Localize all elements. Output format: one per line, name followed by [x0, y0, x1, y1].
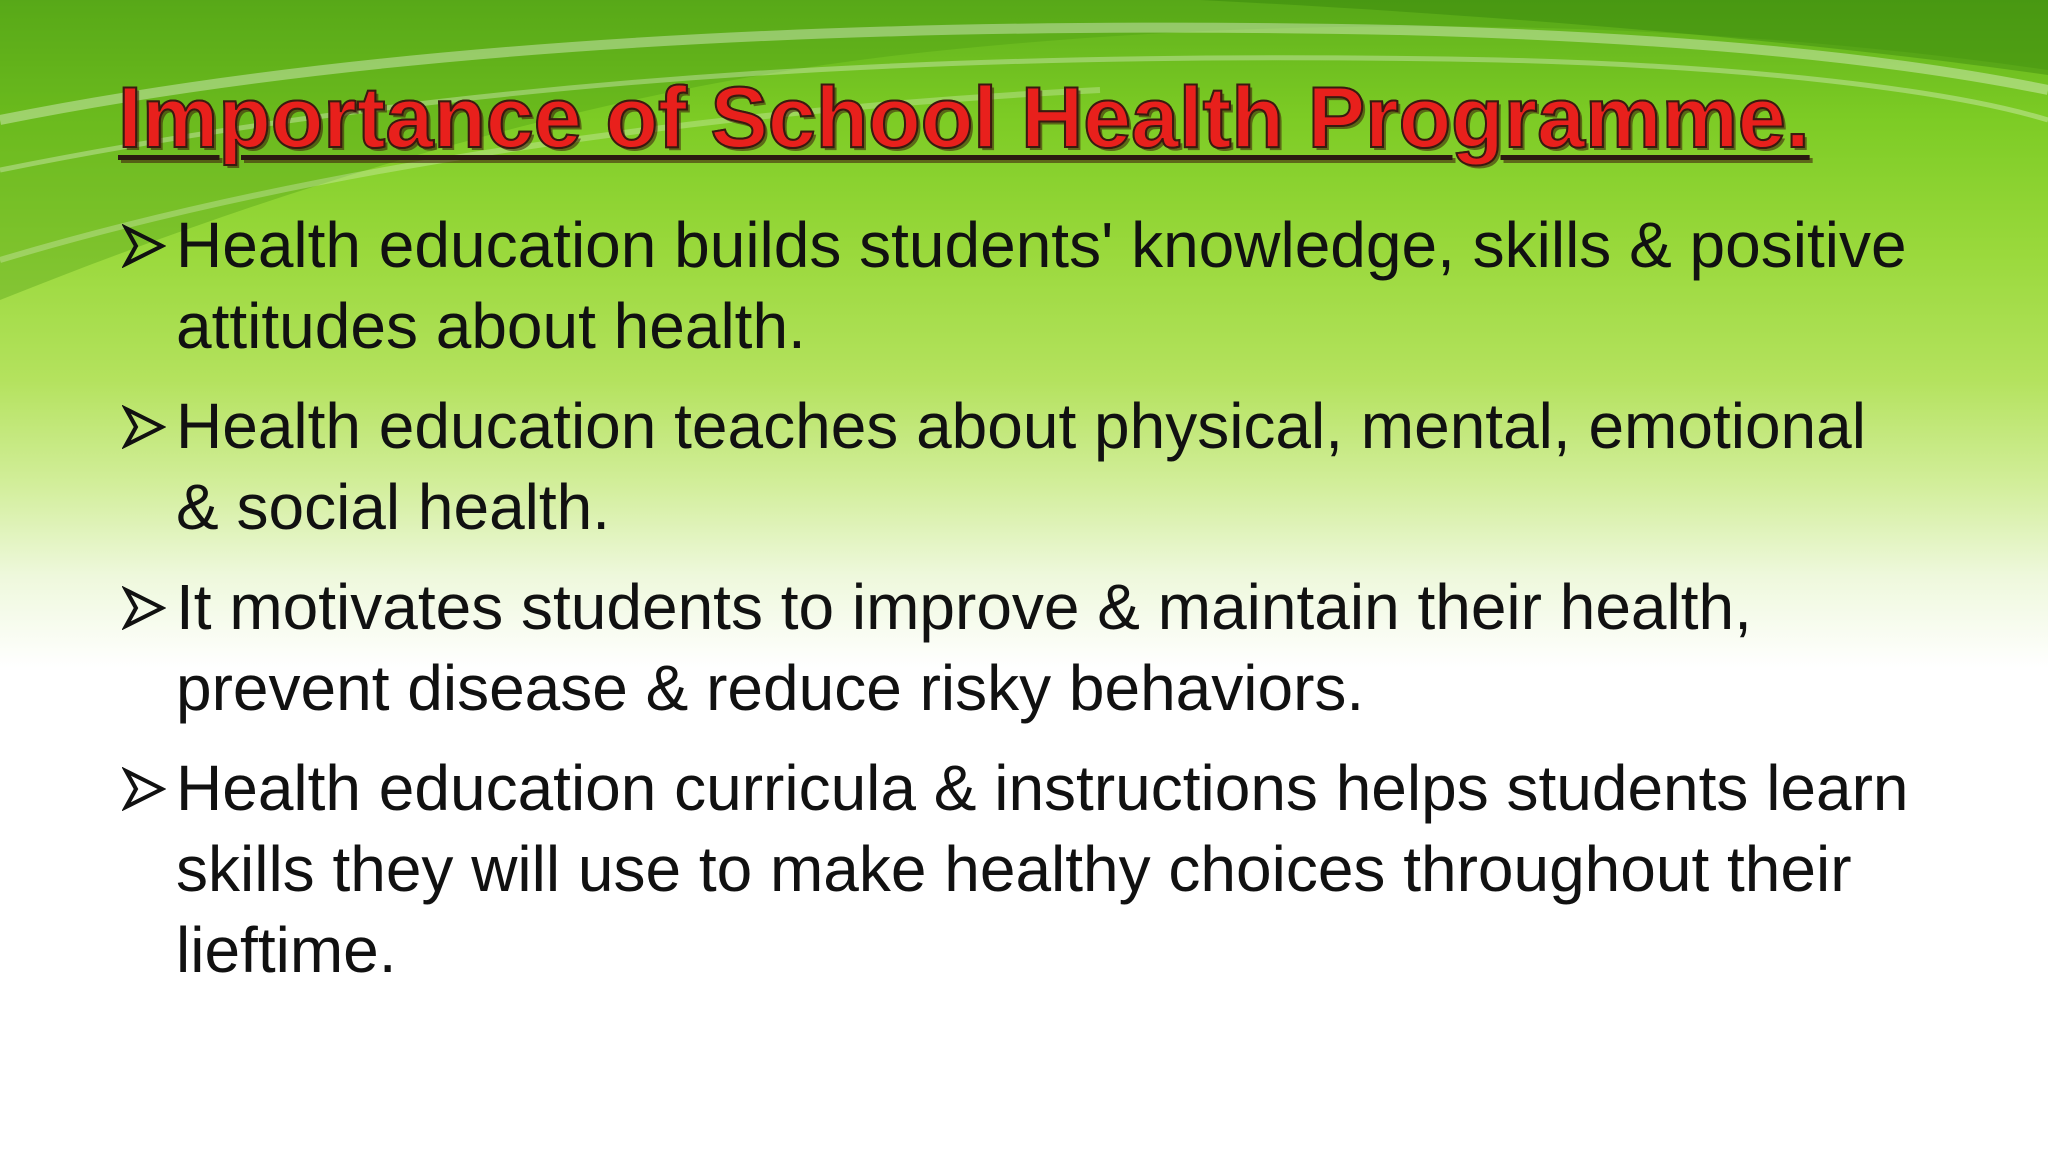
- slide-title: Importance of School Health Programme.: [118, 70, 1810, 166]
- arrowhead-bullet-icon: [122, 586, 166, 630]
- bullet-list: [120, 205, 1920, 1010]
- arrowhead-bullet-icon: [122, 767, 166, 811]
- bullet-item: [120, 205, 1920, 367]
- bullet-item: [120, 567, 1920, 729]
- bullet-text: Health education builds students' knowledge, skills & positive attitudes about health.: [176, 209, 1907, 362]
- arrowhead-bullet-icon: [122, 224, 166, 268]
- bullet-text: Health education curricula & instructions helps students learn skills they will use to make healthy choices throughout their lieftime.: [176, 752, 1909, 986]
- bullet-text: Health education teaches about physical, mental, emotional & social health.: [176, 390, 1866, 543]
- arrowhead-bullet-icon: [122, 405, 166, 449]
- bullet-item: [120, 386, 1920, 548]
- bullet-item: [120, 748, 1920, 991]
- bullet-text: It motivates students to improve & maintain their health, prevent disease & reduce risky behaviors.: [176, 571, 1752, 724]
